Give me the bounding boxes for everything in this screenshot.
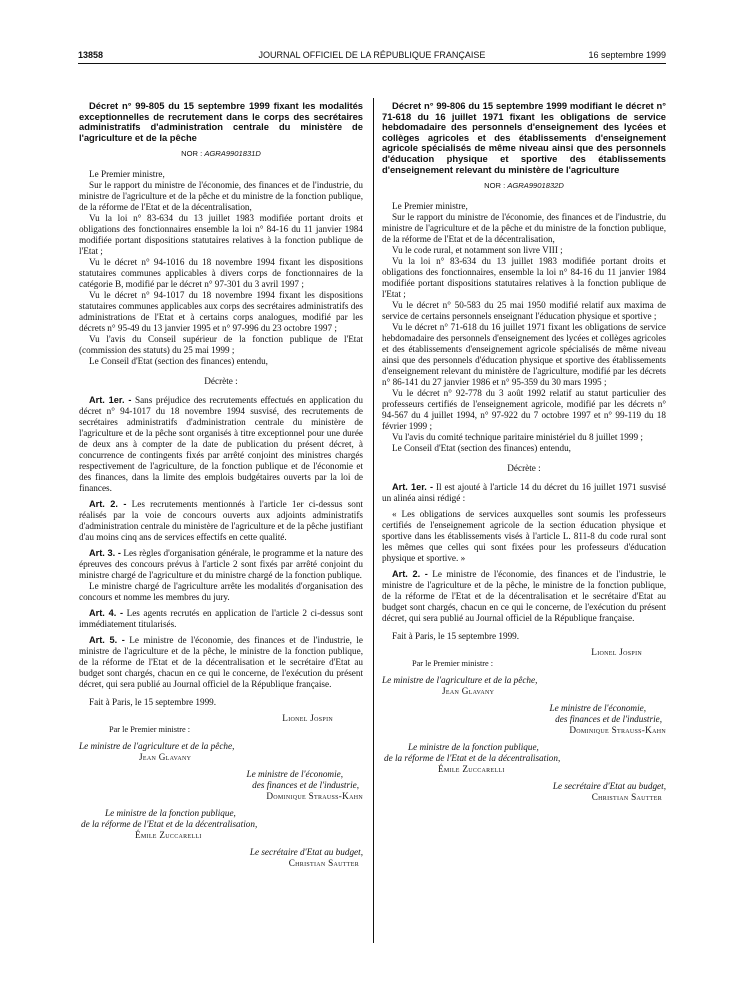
decree-title: Décret n° 99-805 du 15 septembre 1999 fixant les modalités exceptionnelles de recrutement dans le corps des secrétaires administratifs d'administration centrale du ministère de l'agriculture et de la pêche [79, 100, 363, 143]
preamble-line: Vu le décret n° 71-618 du 16 juillet 1971 fixant les obligations de service hebdomadaire des personnels d'enseignement des lycées et collèges agricoles et des établissements d'enseignement agricole spécialisés de même niveau ainsi que des personnels d'éducation physique et sportive des établissements d'enseignement relevant du ministère de l'agriculture, modifié par les décrets n° 86-141 du 27 janvier 1986 et n° 95-359 du 30 mars 1995 ; [382, 322, 666, 388]
signatory-role: Le ministre de l'agriculture et de la pêche, [382, 675, 538, 686]
signatory-name: Émile Zuccarelli [135, 830, 202, 841]
article: Art. 5. - Le ministre de l'économie, des finances et de l'industrie, le ministre de l'agriculture et de la pêche, le ministre de la fonction publique, de la réforme de l'Etat et de la décentralisation et le secrétaire d'Etat au budget sont chargés, chacun en ce qui le concerne, de l'exécution du présent décret, qui sera publié au Journal officiel de la République française. [79, 635, 363, 690]
done-at: Fait à Paris, le 15 septembre 1999. [392, 631, 520, 642]
preamble-line: Vu le code rural, et notamment son livre VIII ; [392, 245, 563, 256]
preamble-line: Le Premier ministre, [89, 169, 165, 180]
preamble-line: Vu le décret n° 50-583 du 25 mai 1950 modifié relatif aux maxima de service de certains personnels enseignant l'éducation physique et sportive ; [382, 300, 666, 322]
done-at: Fait à Paris, le 15 septembre 1999. [89, 697, 217, 708]
signatory-role: de la réforme de l'Etat et de la décentralisation, [81, 819, 258, 830]
article: Art. 3. - Les règles d'organisation générale, le programme et la nature des épreuves des concours prévus à l'article 2 sont fixés par arrêté conjoint du ministre chargé de l'agriculture et du ministre chargé de la fonction publique. [79, 548, 363, 581]
issue-date: 16 septembre 1999 [588, 50, 666, 60]
preamble-line: Le Conseil d'Etat (section des finances) entendu, [392, 443, 571, 454]
article: Art. 2. - Le ministre de l'économie, des finances et de l'industrie, le ministre de l'agriculture et de la pêche, le ministre de la fonction publique, de la réforme de l'Etat et de la décentralisation et le secrétaire d'Etat au budget sont chargés, chacun en ce qui le concerne, de l'exécution du présent décret, qui sera publié au Journal officiel de la République française. [382, 569, 666, 624]
decrete-heading: Décrète : [507, 463, 541, 474]
article-quote: « Les obligations de services auxquelles sont soumis les professeurs certifiés de l'enseignement agricole de la section éducation physique et sportive dans les établissements visés à l'article L. 811-8 du code rural sont les mêmes que celles qui sont fixées pour les professeurs d'éducation physique et sportive. » [382, 509, 666, 564]
decree-title: Décret n° 99-806 du 15 septembre 1999 modifiant le décret n° 71-618 du 16 juillet 1971 fixant les obligations de service hebdomadaire des personnels d'enseignement des lycées et collèges agricoles et des établissements d'enseignement agricole spécialisés de même niveau ainsi que des personnels d'éducation physique et sportive des établissements d'enseignement relevant du ministère de l'agriculture [382, 100, 666, 175]
preamble-line: Vu le décret n° 94-1016 du 18 novembre 1994 fixant les dispositions statutaires communes applicables à divers corps de fonctionnaires de la catégorie B, modifié par le décret n° 97-301 du 3 avril 1997 ; [79, 257, 363, 290]
signer-name: Lionel Jospin [282, 713, 333, 724]
page-header [78, 50, 666, 64]
signatory-name: Émile Zuccarelli [438, 764, 505, 775]
article-paragraph: Le ministre chargé de l'agriculture arrête les modalités d'organisation des concours et nomme les membres du jury. [79, 581, 363, 603]
signatory-role: Le ministre de la fonction publique, [408, 742, 539, 753]
nor-code: AGRA9901832D [507, 181, 564, 191]
signatory-role: Le ministre de l'agriculture et de la pêche, [79, 741, 235, 752]
signatory-role: des finances et de l'industrie, [555, 714, 662, 725]
preamble-line: Le Conseil d'Etat (section des finances) entendu, [89, 356, 268, 367]
nor-reference: NOR : AGRA9901832D [484, 181, 564, 191]
signatory-role: Le ministre de l'économie, [549, 703, 646, 714]
signatory-role: de la réforme de l'Etat et de la décentralisation, [384, 753, 561, 764]
article: Art. 1er. - Sans préjudice des recrutements effectués en application du décret n° 94-1017 du 18 novembre 1994 susvisé, des recrutements de secrétaires administratifs d'administration centrale du ministère de l'agriculture et de la pêche sont organisés à titre exceptionnel pour une durée de deux ans à compter de la date de publication du présent décret, à concurrence de contingents fixés par arrêté conjoint des ministres chargés respectivement de l'agriculture, de la fonction publique et de l'économie et des finances, dans la limite des emplois budgétaires ouverts par la loi de finances. [79, 395, 363, 494]
signatory-name: Dominique Strauss-Kahn [266, 791, 363, 802]
signer-name: Lionel Jospin [591, 647, 642, 658]
decrete-heading: Décrète : [204, 376, 238, 387]
page-number: 13858 [78, 50, 104, 60]
signatory-role: des finances et de l'industrie, [252, 780, 359, 791]
signatory-role: Le secrétaire d'Etat au budget, [249, 847, 363, 858]
signatory-name: Jean Glavany [442, 686, 495, 697]
right-decree [382, 101, 666, 803]
preamble-line: Vu la loi n° 83-634 du 13 juillet 1983 modifiée portant droits et obligations des fonctionnaires, ensemble la loi n° 84-16 du 11 janvier 1984 modifiée portant dispositions statutaires relatives à la fonction publique de l'Etat ; [382, 256, 666, 300]
preamble-line: Sur le rapport du ministre de l'économie, des finances et de l'industrie, du ministre de l'agriculture et de la pêche et du ministre de la fonction publique, de la réforme de l'Etat et de la décentralisation, [382, 212, 666, 245]
article: Art. 2. - Les recrutements mentionnés à l'article 1er ci-dessus sont réalisés par la voie de concours ouverts aux adjoints administratifs d'administration centrale du ministère de l'agriculture et de la pêche justifiant d'au moins cinq ans de services effectifs en cette qualité. [79, 499, 363, 543]
by-prime-minister: Par le Premier ministre : [412, 659, 494, 669]
column-divider [373, 98, 374, 943]
preamble-line: Le Premier ministre, [392, 201, 468, 212]
signatory-name: Dominique Strauss-Kahn [569, 725, 666, 736]
journal-title: JOURNAL OFFICIEL DE LA RÉPUBLIQUE FRANÇAISE [258, 50, 486, 60]
nor-reference: NOR : AGRA9901831D [181, 149, 261, 159]
signatory-name: Christian Sautter [591, 792, 662, 803]
signatory-role: Le ministre de la fonction publique, [105, 808, 236, 819]
preamble-line: Vu le décret n° 94-1017 du 18 novembre 1994 fixant les dispositions statutaires communes applicables aux corps des secrétaires administratifs des administrations de l'Etat et à certains corps analogues, modifié par les décrets n° 95-49 du 13 janvier 1995 et n° 97-996 du 23 octobre 1997 ; [79, 290, 363, 334]
nor-code: AGRA9901831D [204, 149, 261, 159]
signatory-role: Le secrétaire d'Etat au budget, [552, 781, 666, 792]
signatory-name: Jean Glavany [139, 752, 192, 763]
preamble-line: Vu la loi n° 83-634 du 13 juillet 1983 modifiée portant droits et obligations des fonctionnaires ensemble la loi n° 84-16 du 11 janvier 1984 modifiée portant dispositions statutaires relatives à la fonction publique de l'Etat ; [79, 213, 363, 257]
preamble-line: Sur le rapport du ministre de l'économie, des finances et de l'industrie, du ministre de l'agriculture et de la pêche et du ministre de la fonction publique, de la réforme de l'Etat et de la décentralisation, [79, 180, 363, 213]
preamble-line: Vu le décret n° 92-778 du 3 août 1992 relatif au statut particulier des professeurs certifiés de l'enseignement agricole, modifié par les décrets n° 94-567 du 4 juillet 1994, n° 97-922 du 7 octobre 1997 et n° 99-119 du 18 février 1999 ; [382, 388, 666, 432]
by-prime-minister: Par le Premier ministre : [109, 725, 191, 735]
header-rule [78, 63, 666, 64]
signatory-name: Christian Sautter [288, 858, 359, 869]
left-decree [79, 101, 363, 869]
preamble-line: Vu l'avis du comité technique paritaire ministériel du 8 juillet 1999 ; [392, 432, 643, 443]
signatory-role: Le ministre de l'économie, [246, 769, 343, 780]
article: Art. 4. - Les agents recrutés en application de l'article 2 ci-dessus sont immédiatement titularisés. [79, 608, 363, 630]
preamble-line: Vu l'avis du Conseil supérieur de la fonction publique de l'Etat (commission des statuts) du 25 mai 1999 ; [79, 334, 363, 356]
article: Art. 1er. - Il est ajouté à l'article 14 du décret du 16 juillet 1971 susvisé un alinéa ainsi rédigé : [382, 482, 666, 504]
